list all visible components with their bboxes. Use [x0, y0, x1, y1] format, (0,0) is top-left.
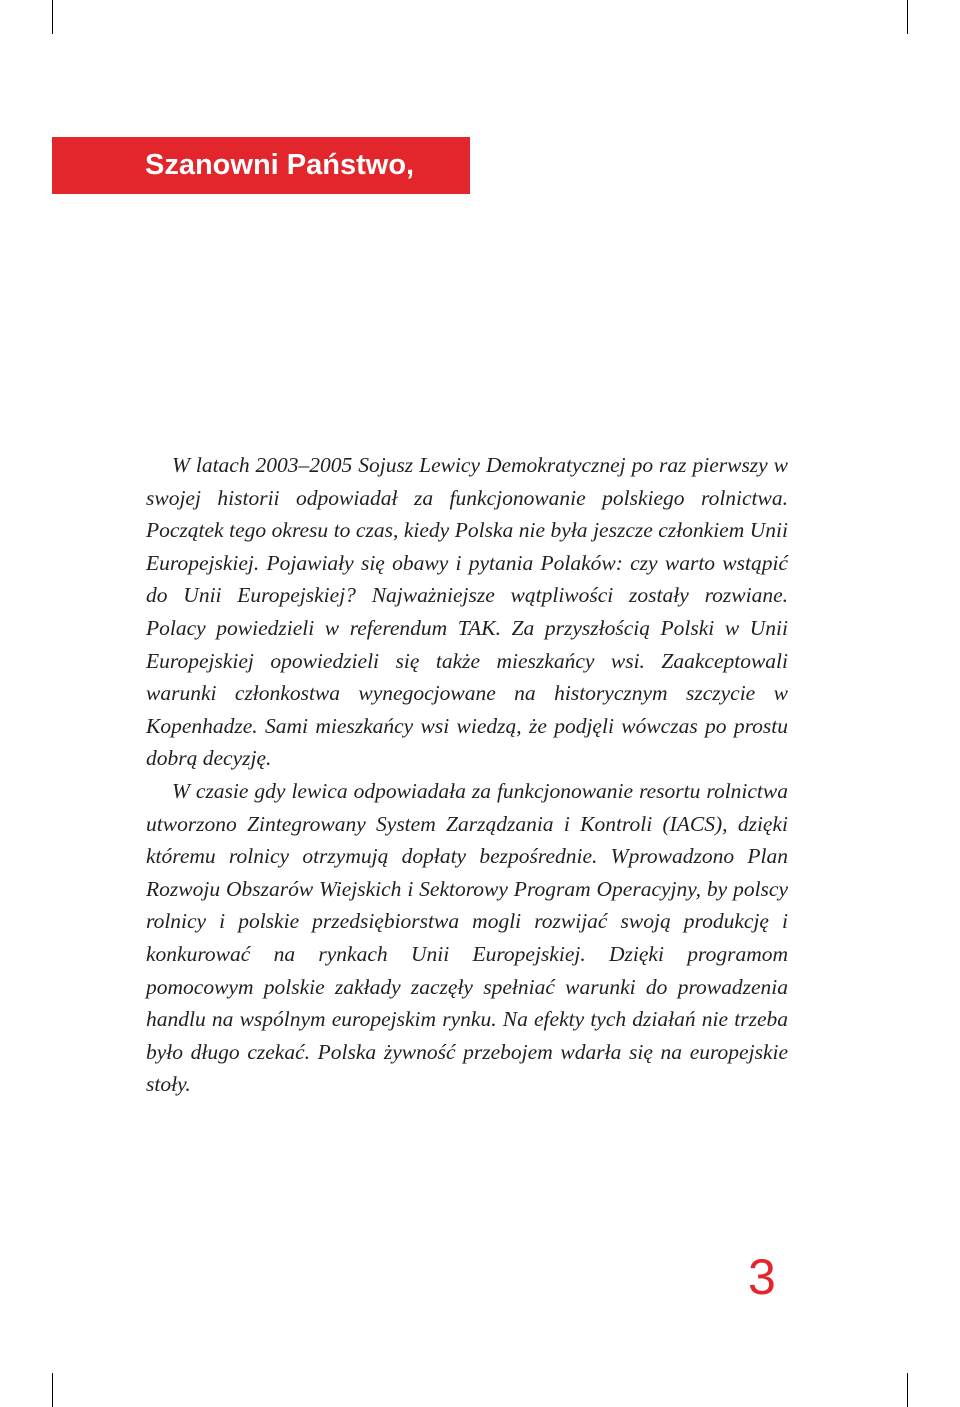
crop-mark-top-left: [52, 0, 53, 34]
crop-mark-top-right: [907, 0, 908, 34]
paragraph-2: W czasie gdy lewica odpowiadała za funkcjonowanie resortu rolnictwa utworzono Zintegrowany System Zarządzania i Kontroli (IACS), dzięki któremu rolnicy otrzymują dopłaty bezpośrednie. Wprowadzono Plan Rozwoju Obszarów Wiejskich i Sektorowy Program Operacyjny, by polscy rolnicy i polskie przedsiębiorstwa mogli rozwijać swoją produkcję i konkurować na rynkach Unii Europejskiej. Dzięki programom pomocowym polskie zakłady zaczęły spełniać warunki do prowadzenia handlu na wspólnym europejskim rynku. Na efekty tych działań nie trzeba było długo czekać. Polska żywność przebojem wdarła się na europejskie stoły.: [146, 778, 788, 1097]
page-number: 3: [748, 1249, 776, 1305]
crop-mark-bottom-right: [907, 1373, 908, 1407]
crop-mark-bottom-left: [52, 1373, 53, 1407]
page-title: Szanowni Państwo,: [145, 149, 415, 181]
heading-band: [52, 137, 470, 194]
letter-body: [146, 449, 788, 1101]
paragraph-1: W latach 2003–2005 Sojusz Lewicy Demokratycznej po raz pierwszy w swojej historii odpowiadał za funkcjonowanie polskiego rolnictwa. Początek tego okresu to czas, kiedy Polska nie była jeszcze członkiem Unii Europejskiej. Pojawiały się obawy i pytania Polaków: czy warto wstąpić do Unii Europejskiej? Najważniejsze wątpliwości zostały rozwiane. Polacy powiedzieli w referendum TAK. Za przyszłością Polski w Unii Europejskiej opowiedzieli się także mieszkańcy wsi. Zaakceptowali warunki członkostwa wynegocjowane na historycznym szczycie w Kopenhadze. Sami mieszkańcy wsi wiedzą, że podjęli wówczas po prostu dobrą decyzję.: [146, 453, 788, 771]
